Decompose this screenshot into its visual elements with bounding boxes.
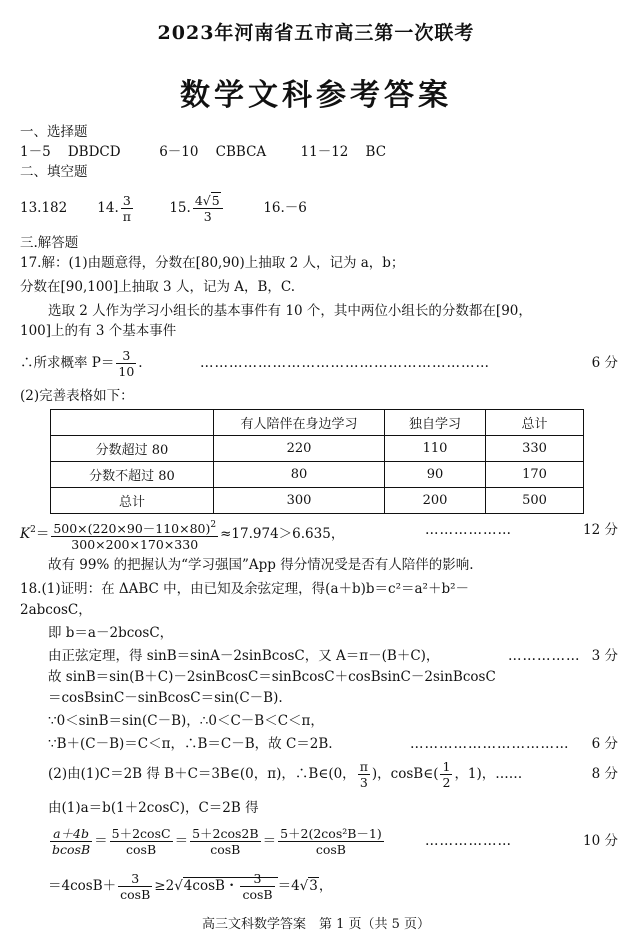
leader-dots: ……………… [425,833,512,849]
table-cell: 总计 [51,488,214,514]
fraction-denominator: 3 [203,209,212,224]
fraction-numerator: 3 [116,348,136,364]
ineq-end: ， [318,878,333,894]
choice-range-1: 1－5 [20,144,51,160]
problem-17-line-1: 17.解：(1)由题意得，分数在[80,90)上抽取 2 人，记为 a，b； [20,255,405,271]
part2-mid: )，cosB∈( [371,766,439,782]
fraction-denominator: cosB [315,842,346,857]
problem-18-line-1: 18.(1)证明：在 ΔABC 中，由已知及余弦定理，得(a＋b)b＝c²＝a²＋b²－ [20,581,470,597]
leader-dots: …………………………………………………… [200,355,490,371]
section-solution-heading: 三.解答题 [20,235,79,251]
choice-answer-3: BC [365,144,387,160]
probability-lead: ∴所求概率 P＝ [20,355,115,371]
table-cell: 220 [214,436,385,462]
numerator-expr: 500×(220×90－110×80) [53,520,211,536]
problem-18-inequality: ＝4cosB＋ $\frac{3}{\cos B}$ ≥2√4cosB・ $\frac{3}{\cos B}$ ＝4√3， [48,871,333,902]
problem-18-line-8: ∵B＋(C－B)＝C＜π，∴B＝C－B，故 C＝2B. [48,736,333,752]
score-3-points: 3 分 [591,648,618,664]
table-row [51,462,584,488]
numerator-exponent: 2 [210,519,217,530]
fraction-numerator: 3 [118,871,152,887]
problem-17-line-2: 分数在[90,100]上抽取 3 人，记为 A，B，C. [20,279,296,295]
problem-18-part2 [48,757,522,791]
part2-tail: ，1)，…… [454,766,523,782]
score-12-points: 12 分 [583,522,618,538]
choice-answer-1: DBDCD [67,144,121,160]
k-exponent: 2 [30,525,36,535]
chi-square-formula [20,513,344,552]
fraction-step-4 [278,826,384,857]
fraction-numerator: 5＋2(2cos²B－1) [280,826,382,841]
sqrt-expression [183,871,278,902]
probability-fraction [116,348,136,379]
section-choice-heading: 一、选择题 [20,124,88,140]
score-10-points: 10 分 [583,833,618,849]
leader-dots: …………………………… [410,736,570,752]
choice-answers [20,143,386,161]
fraction-numerator: 3 [121,193,133,209]
fraction-denominator: 2 [442,775,451,790]
table-row [51,436,584,462]
ineq-lead: ＝4cosB＋ [48,878,117,894]
fill-answer-15-fraction [193,193,223,224]
sqrt-fraction [240,871,274,902]
chi-square-fraction [51,518,218,552]
contingency-table [50,409,584,514]
fraction-denominator: 3 [359,775,368,790]
table-header-cell: 总计 [486,410,584,436]
section-fill-heading: 二、填空题 [20,164,88,180]
table-header-cell: 有人陪伴在身边学习 [214,410,385,436]
fill-answer-14-fraction [121,193,133,224]
problem-17-line-4: 100]上的有 3 个基本事件 [20,323,177,339]
score-8-points: 8 分 [591,766,618,782]
problem-18-line-4: 由正弦定理，得 sinB＝sinA－2sinBcosC，又 A＝π－(B＋C)， [48,648,440,664]
table-cell: 110 [385,436,486,462]
table-cell: 170 [486,462,584,488]
problem-17-part2: (2)完善表格如下： [20,388,134,404]
fraction-denominator: cosB [120,887,151,902]
sqrt-radicand: 5 [211,193,220,208]
fill-label-14: 14. [97,200,119,216]
sqrt-three: 3 [309,878,318,894]
fraction-denominator: 10 [118,364,135,379]
fraction-numerator: 3 [240,871,274,887]
table-cell: 分数超过 80 [51,436,214,462]
problem-17-probability [20,346,143,380]
problem-18-line-7: ∵0＜sinB＝sin(C－B)，∴0＜C－B＜C＜π， [48,713,324,729]
sqrt-term: 4cosB・ [183,878,239,894]
table-header-cell: 独自学习 [385,410,486,436]
fraction-numerator: 5＋2cos2B [192,826,259,841]
table-cell: 300 [214,488,385,514]
fraction-numerator: a＋4b [50,826,92,842]
fraction-numerator: π [359,759,368,774]
problem-17-conclusion: 故有 99% 的把握认为“学习强国”App 得分情况受是否有人陪伴的影响. [48,557,474,573]
problem-18-fraction-chain: $\frac{a+4b}{bcosB}$ ＝ $\frac{5+2\cos C}{\cos B}$ ＝ $\frac{5+2\cos 2B}{\cos B}$ ＝ $\frac{\text{5＋2(2cos²B－1)}}{\cos B}$ [52,826,382,857]
fraction-denominator: bcosB [52,842,91,857]
choice-answer-2: CBBCA [215,144,267,160]
table-header-cell [51,410,214,436]
problem-18-line-3: 即 b＝a－2bcosC， [48,625,174,641]
ineq-result: ＝4 [277,878,300,894]
table-header-row [51,410,584,436]
chi-square-result: ≈17.974＞6.635， [220,526,345,542]
fraction-numerator [51,518,218,537]
probability-period: . [138,355,143,371]
fraction-step-2 [110,826,173,857]
leader-dots: …………… [508,648,581,664]
table-cell: 200 [385,488,486,514]
table-row [51,488,584,514]
problem-18-line-5: 故 sinB＝sin(B＋C)－2sinBcosC＝sinBcosC＋cosBsinC－2sinBcosC [48,669,496,685]
fraction-denominator: cosB [242,887,273,902]
page-footer: 高三文科数学答案 第 1 页（共 5 页） [201,917,431,932]
equals-sign: ＝ [35,526,50,542]
problem-17-line-3: 选取 2 人作为学习小组长的基本事件有 10 个，其中两位小组长的分数都在[90， [48,303,532,319]
fill-answer-13: 13.182 [20,200,68,216]
fill-answers [20,192,307,224]
part2-lead: (2)由(1)C＝2B 得 B＋C＝3B∈(0，π)，∴B∈(0， [48,766,356,782]
fraction-a-plus-4b [50,826,92,857]
leader-dots: ……………… [425,522,512,538]
score-6-points-b: 6 分 [591,736,618,752]
fill-label-15: 15. [169,200,191,216]
ineq-mid: ≥2 [154,878,175,894]
choice-range-3: 11－12 [300,144,349,160]
problem-18-line-2: 2abcosC， [20,602,92,618]
fraction-denominator: cosB [126,842,157,857]
table-cell: 90 [385,462,486,488]
fraction-numerator: 4√5 [193,193,223,209]
fraction-numerator: 1 [442,759,451,774]
answer-key-title: 数学文科参考答案 [180,78,452,113]
problem-18-line-10: 由(1)a＝b(1＋2cosC)，C＝2B 得 [48,800,259,816]
three-over-cosb [118,871,152,902]
table-cell: 80 [214,462,385,488]
fraction-numerator: 5＋2cosC [111,826,171,841]
table-cell: 500 [486,488,584,514]
sqrt-coefficient: 4 [194,193,203,208]
one-half-fraction [440,759,452,790]
pi-over-3-fraction [358,759,370,790]
fraction-denominator: π [122,209,131,224]
exam-title: 2023年河南省五市高三第一次联考 [157,22,475,44]
fraction-denominator: 300×200×170×330 [71,536,199,552]
table-cell: 330 [486,436,584,462]
table-cell: 分数不超过 80 [51,462,214,488]
fraction-step-3 [190,826,261,857]
k-symbol: K [20,526,31,542]
problem-18-line-6: ＝cosBsinC－sinBcosC＝sin(C－B). [48,690,283,706]
fraction-denominator: cosB [210,842,241,857]
score-6-points: 6 分 [591,355,618,371]
fill-answer-16: 16.－6 [263,200,307,216]
choice-range-2: 6－10 [159,144,199,160]
